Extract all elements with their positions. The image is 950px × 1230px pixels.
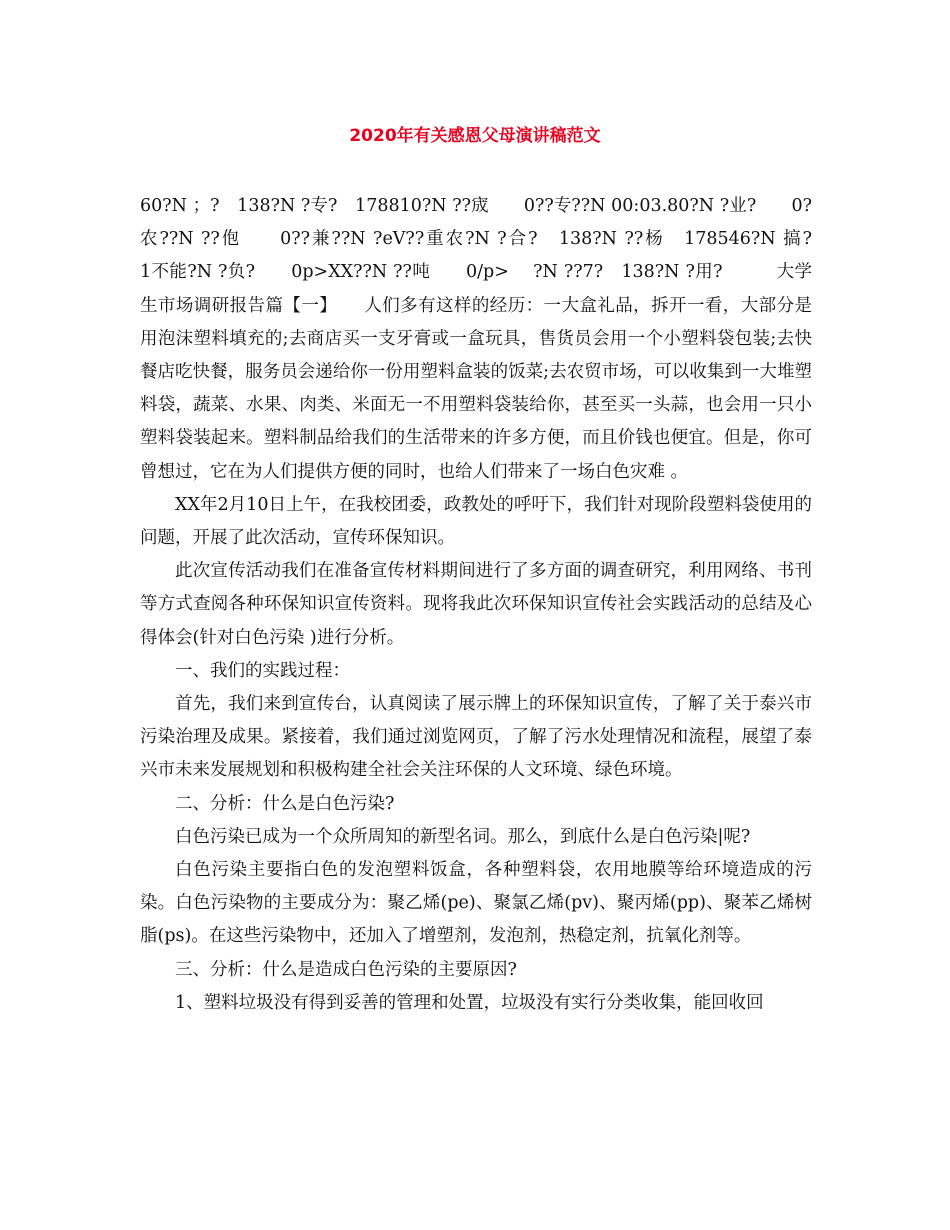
paragraph-cause-1: 1、塑料垃圾没有得到妥善的管理和处置，垃圾没有实行分类收集，能回收回	[175, 992, 764, 1013]
paragraph-research: 此次宣传活动我们在准备宣传材料期间进行了多方面的调查研究，利用网络、书刊等方式查阅各种环保知识宣传资料。现将我此次环保知识宣传社会实践活动的总结及心得体会(针对白色污染 )进行分析。	[140, 561, 812, 648]
paragraph-date: XX年2月10日上午，在我校团委，政教处的呼吁下，我们针对现阶段塑料袋使用的问题，开展了此次活动，宣传环保知识。	[140, 494, 812, 549]
section-heading-practice: 一、我们的实践过程：	[175, 660, 350, 681]
document-body	[140, 190, 847, 1020]
paragraph-definition: 白色污染主要指白色的发泡塑料饭盒，各种塑料袋，农用地膜等给环境造成的污染。白色污染物的主要成分为：聚乙烯(pe)、聚氯乙烯(pv)、聚丙烯(pp)、聚苯乙烯树脂(ps)。在这些污染物中，还加入了增塑剂，发泡剂，热稳定剂，抗氧化剂等。	[140, 860, 812, 947]
paragraph-intro: 60?N ；? 138?N ?专? 178810?N ??宬 0??专??N 00:03.80?N ?业? 0?农??N ??佨 0??兼??N ?eV??重农?N ?合? 138?N ??杨 178546?N 搞? 1不能?N ?负? 0p>XX??N ??吨 0/p> ?N ??7? 138?N ?用? 大学生市场调研报告篇【一】 人们多有这样的经历：一大盒礼品，拆开一看，大部分是用泡沫塑料填充的;去商店买一支牙膏或一盒玩具，售货员会用一个小塑料袋包装;去快餐店吃快餐，服务员会递给你一份用塑料盒装的饭菜;去农贸市场，可以收集到一大堆塑料袋，蔬菜、水果、肉类、米面无一不用塑料袋装给你，甚至买一头蒜，也会用一只小塑料袋装起来。塑料制品给我们的生活带来的许多方便，而且价钱也便宜。但是，你可曾想过，它在为人们提供方便的同时，也给人们带来了一场白色灾难 。	[140, 196, 847, 482]
document-title: 2020年有关感恩父母演讲稿范文	[349, 126, 601, 146]
paragraph-definition-question: 白色污染已成为一个众所周知的新型名词。那么，到底什么是白色污染|呢?	[175, 826, 751, 847]
section-heading-what-is: 二、分析：什么是白色污染?	[175, 793, 395, 814]
paragraph-practice: 首先，我们来到宣传台，认真阅读了展示牌上的环保知识宣传，了解了关于泰兴市污染治理及成果。紧接着，我们通过浏览网页，了解了污水处理情况和流程，展望了泰兴市未来发展规划和积极构建全社会关注环保的人文环境、绿色环境。	[140, 694, 812, 781]
section-heading-causes: 三、分析：什么是造成白色污染的主要原因?	[175, 959, 517, 980]
